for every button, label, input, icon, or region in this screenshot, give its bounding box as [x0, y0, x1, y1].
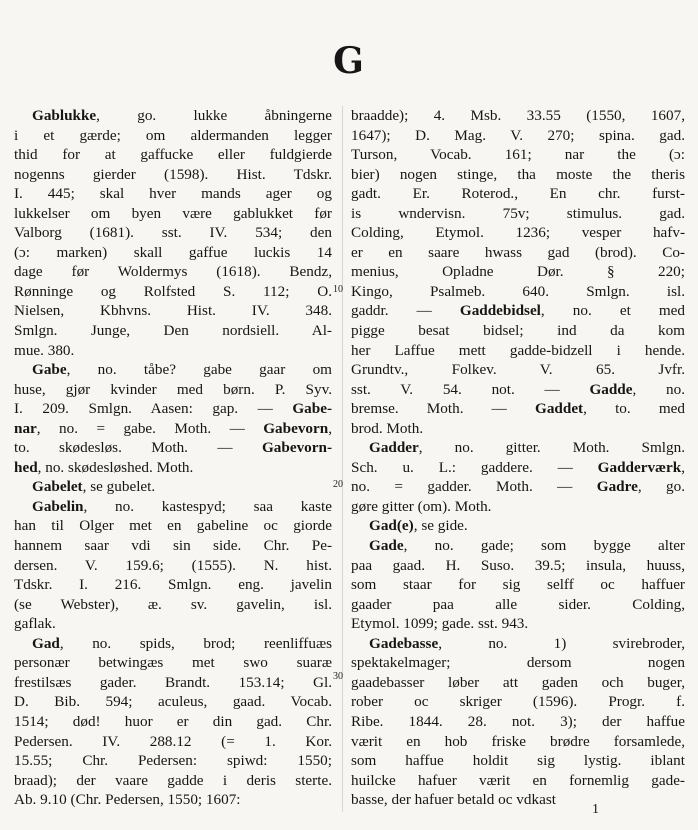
column-divider — [342, 106, 343, 812]
right-column — [351, 106, 685, 810]
text-line: huilcke hafuer værit en fornemlig gade- — [351, 771, 685, 789]
text-line: no. = gadder. Moth. — Gadre, go. — [351, 478, 685, 496]
text-line: pigge besat bidsel; ind da kom — [351, 322, 685, 340]
text-line: I. 445; skal hver mands ager og — [14, 185, 332, 203]
text-line: i et gærde; om aldermanden legger — [14, 126, 332, 144]
left-column — [14, 106, 332, 810]
text-line: han til Olger met en gabeline oc giorde — [14, 517, 332, 535]
text-line: Gadder, no. gitter. Moth. Smlgn. — [369, 439, 685, 457]
text-line: gaader paa alle sider. Colding, — [351, 595, 685, 613]
text-line: Smlgn. Junge, Den nordsiell. Al- — [14, 322, 332, 340]
text-line: som staar for sig selff oc haffuer — [351, 576, 685, 594]
text-line: sst. V. 54. not. — Gadde, no. — [351, 380, 685, 398]
text-line: thid for at gaffucke eller fuldgierde — [14, 146, 332, 164]
text-line: Pedersen. IV. 288.12 (= 1. Kor. — [14, 732, 332, 750]
text-line: dage før Woldermys (1618). Bendz, — [14, 263, 332, 281]
line-number-10: 10 — [333, 284, 343, 295]
text-line: frestilsæs gader. Brandt. 153.14; Gl. — [14, 673, 332, 691]
line-number-30: 30 — [333, 671, 343, 682]
text-line: værit en hob friske brødre forsamlede, — [351, 732, 685, 750]
text-line: Gabelin, no. kastespyd; saa kaste — [32, 497, 332, 515]
text-line: Gabelet, se gubelet. — [32, 478, 156, 496]
text-line: Tdskr. I. 216. Smlgn. eng. javelin — [14, 576, 332, 594]
text-line: rober oc skriger (1596). Progr. f. — [351, 693, 685, 711]
text-line: spektakelmager; dersom nogen — [351, 654, 685, 672]
text-line: menius, Opladne Dør. § 220; — [351, 263, 685, 281]
text-line: personær betwingæs met swo suaræ — [14, 654, 332, 672]
line-number-20: 20 — [333, 479, 343, 490]
text-line: er en saare hwass gad (brod). Co- — [351, 243, 685, 261]
text-line: (ɔ: marken) skall gaffue luckis 14 — [14, 243, 332, 261]
text-line: Gad, no. spids, brod; reenliffuæs — [32, 634, 332, 652]
text-line: huse, gjør kvinder med børn. P. Syv. — [14, 380, 332, 398]
text-line: 1647); D. Mag. V. 270; spina. gad. — [351, 126, 685, 144]
text-line: gøre gitter (om). Moth. — [351, 497, 492, 515]
text-line: Valborg (1681). sst. IV. 534; den — [14, 224, 332, 242]
text-line: to. skødesløs. Moth. — Gabevorn- — [14, 439, 332, 457]
text-line: Etymol. 1099; gade. sst. 943. — [351, 615, 529, 633]
text-line: Ribe. 1844. 28. not. 3); der haffue — [351, 712, 685, 730]
text-line: Ab. 9.10 (Chr. Pedersen, 1550; 1607: — [14, 791, 241, 809]
text-line: nogenns gierder (1598). Hist. Tdskr. — [14, 165, 332, 183]
text-line: braad); der vaare gadde i deris sterte. — [14, 771, 332, 789]
text-line: Grundtv., Folkev. V. 65. Jvfr. — [351, 361, 685, 379]
text-line: Gabe, no. tåbe? gabe gaar om — [32, 361, 332, 379]
text-line: Turson, Vocab. 161; nar the (ɔ: — [351, 146, 685, 164]
text-line: D. Bib. 594; aculeus, gaad. Vocab. — [14, 693, 332, 711]
text-line: Gade, no. gade; som bygge alter — [369, 537, 685, 555]
text-line: gaadebasser løber att gaden och buger, — [351, 673, 685, 691]
text-line: Gablukke, go. lukke åbningerne — [32, 107, 332, 124]
text-line: Gadebasse, no. 1) svirebroder, — [369, 634, 685, 652]
text-line: mue. 380. — [14, 341, 75, 359]
text-line: gaflak. — [14, 615, 56, 633]
text-line: paa gaad. H. Suso. 39.5; insula, huuss, — [351, 556, 685, 574]
text-line: lukkelser om byen være gablukket før — [14, 204, 332, 222]
text-line: 1514; død! huor er din gad. Chr. — [14, 712, 332, 730]
text-line: (se Webster), æ. sv. gavelin, isl. — [14, 595, 332, 613]
page-number: 1 — [592, 802, 599, 817]
text-line: hed, no. skødesløshed. Moth. — [14, 458, 194, 476]
text-line: som haffue holdit sig lystig. iblant — [351, 752, 685, 770]
text-line: dersen. V. 159.6; (1555). N. hist. — [14, 556, 332, 574]
section-letter-heading: G — [333, 40, 365, 82]
text-line: Kingo, Psalmeb. 640. Smlgn. isl. — [351, 282, 685, 300]
text-line: bier) nogen stinge, tha moste the theris — [351, 165, 685, 183]
text-line: brod. Moth. — [351, 419, 424, 437]
text-line: Rønninge og Rolfsted S. 112; O. — [14, 282, 332, 300]
text-line: braadde); 4. Msb. 33.55 (1550, 1607, — [351, 107, 685, 124]
text-line: Nielsen, Kbhvns. Hist. IV. 348. — [14, 302, 332, 320]
text-line: Sch. u. L.: gaddere. — Gadderværk, — [351, 458, 685, 476]
text-line: Gad(e), se gide. — [369, 517, 468, 535]
text-line: is wndervisn. 75v; stimulus. gad. — [351, 204, 685, 222]
text-line: I. 209. Smlgn. Aasen: gap. — Gabe- — [14, 400, 332, 418]
text-line: gadt. Er. Roterod., En chr. furst- — [351, 185, 685, 203]
text-line: hannem saar vdi sin side. Chr. Pe- — [14, 537, 332, 555]
text-line: Colding, Etymol. 1236; vesper hafv- — [351, 224, 685, 242]
text-line: her Laffue mett gadde-bidzell i hende. — [351, 341, 685, 359]
text-line: nar, no. = gabe. Moth. — Gabevorn, — [14, 419, 332, 437]
text-line: gaddr. — Gaddebidsel, no. et med — [351, 302, 685, 320]
text-line: bremse. Moth. — Gaddet, to. med — [351, 400, 685, 418]
text-line: 15.55; Chr. Pedersen: spiwd: 1550; — [14, 752, 332, 770]
text-line: basse, der hafuer betald oc vdkast — [351, 791, 556, 809]
